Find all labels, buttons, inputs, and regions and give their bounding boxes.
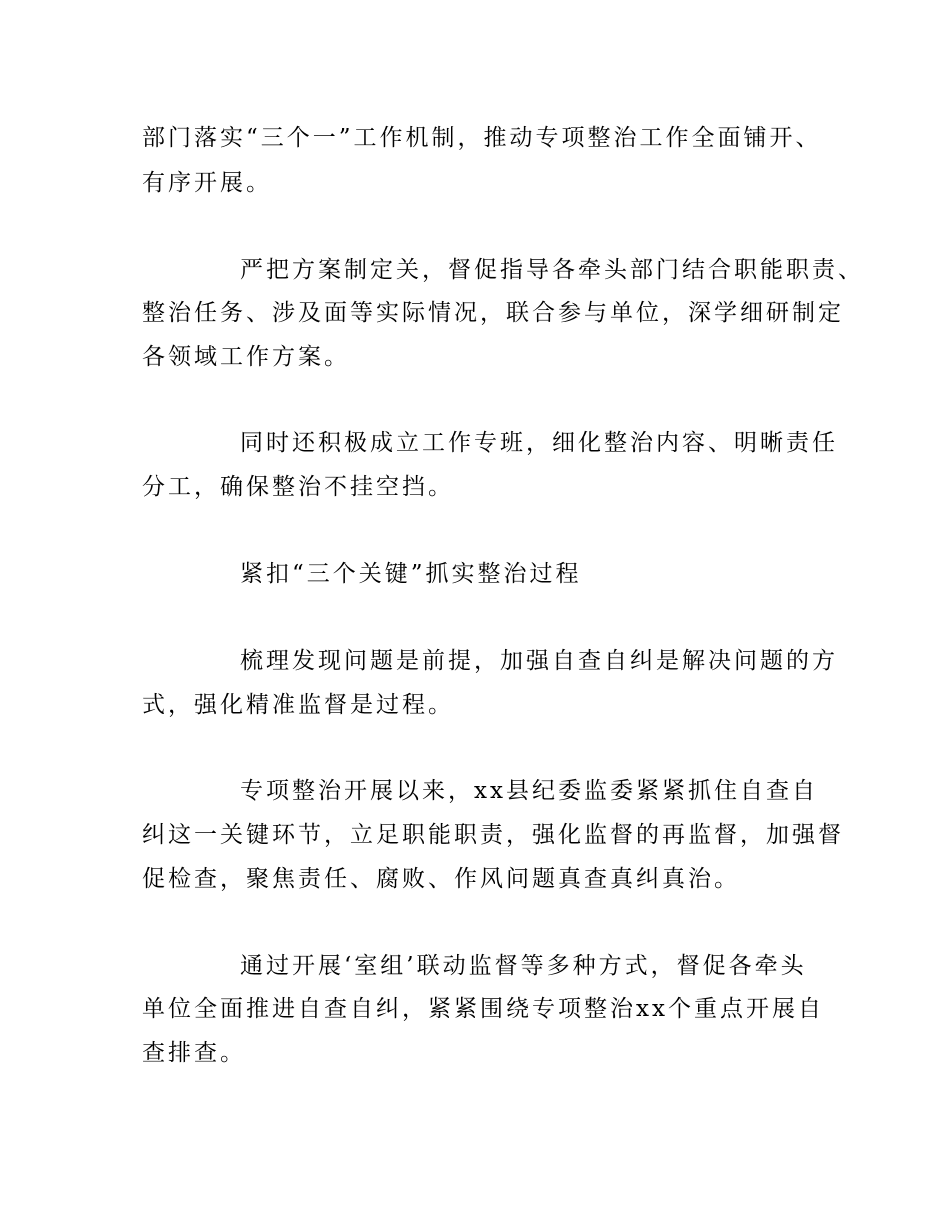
- paragraph-6-line-2: 纠这一关键环节，立足职能职责，强化监督的再监督，加强督: [142, 822, 844, 848]
- paragraph-2-line-2: 整治任务、涉及面等实际情况，联合参与单位，深学细研制定: [142, 300, 844, 326]
- paragraph-2-line-3: 各领域工作方案。: [142, 344, 350, 370]
- paragraph-7-line-3: 查排查。: [142, 1040, 246, 1066]
- paragraph-7-line-2: 单位全面推进自查自纠，紧紧围绕专项整治xx个重点开展自: [142, 996, 824, 1022]
- paragraph-5-line-1: 梳理发现问题是前提，加强自查自纠是解决问题的方: [240, 648, 838, 674]
- paragraph-5-line-2: 式，强化精准监督是过程。: [142, 692, 454, 718]
- paragraph-6-line-3: 促检查，聚焦责任、腐败、作风问题真查真纠真治。: [142, 866, 740, 892]
- section-heading: 紧扣“三个关键”抓实整治过程: [240, 561, 582, 587]
- paragraph-7-line-1: 通过开展‘室组’联动监督等多种方式，督促各牵头: [240, 953, 807, 979]
- paragraph-6-line-1: 专项整治开展以来，xx县纪委监委紧紧抓住自查自: [240, 778, 818, 804]
- paragraph-2-line-1: 严把方案制定关，督促指导各牵头部门结合职能职责、: [240, 257, 864, 283]
- paragraph-1-line-2: 有序开展。: [142, 170, 272, 196]
- paragraph-1-line-1: 部门落实“三个一”工作机制，推动专项整治工作全面铺开、: [142, 125, 822, 151]
- paragraph-3-line-2: 分工，确保整治不挂空挡。: [142, 474, 454, 500]
- paragraph-3-line-1: 同时还积极成立工作专班，细化整治内容、明晰责任: [240, 430, 838, 456]
